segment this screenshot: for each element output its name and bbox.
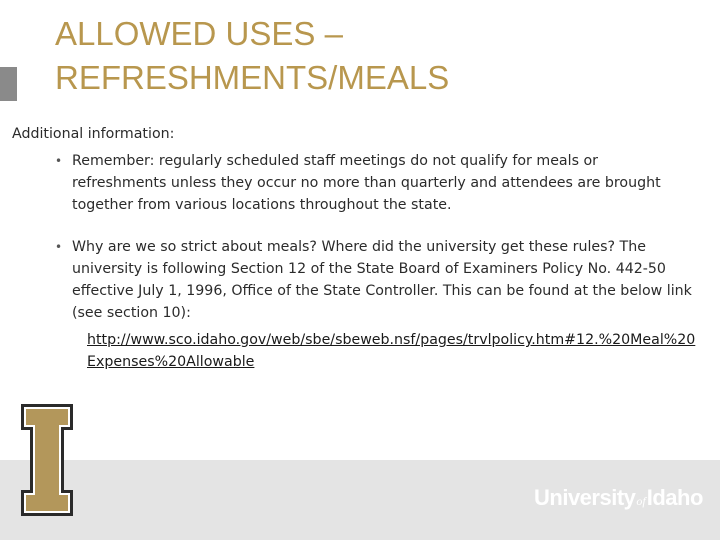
bullet-item	[12, 236, 702, 324]
bullet-marker: •	[55, 154, 63, 168]
bullet-item	[12, 150, 702, 216]
slide-title	[55, 12, 695, 100]
slide-title-line2: REFRESHMENTS/MEALS	[55, 59, 450, 96]
slide-title-line1: ALLOWED USES –	[55, 15, 343, 52]
bullet-marker: •	[55, 240, 63, 254]
bullet-text: Remember: regularly scheduled staff meetings do not qualify for meals or refreshments unless they occur no more than quarterly and attendees are brought together from various locations throughout the state.	[72, 153, 661, 213]
university-of-idaho-wordmark: University of Idaho	[534, 485, 703, 510]
policy-link[interactable]: http://www.sco.idaho.gov/web/sbe/sbeweb.nsf/pages/trvlpolicy.htm#12.%20Meal%20Expenses%20Allowable	[87, 332, 696, 370]
idaho-i-logo	[20, 403, 74, 517]
intro-text: Additional information:	[12, 126, 175, 142]
slide-body	[12, 123, 702, 373]
title-accent-bar	[0, 67, 17, 101]
bullet-text: Why are we so strict about meals? Where did the university get these rules? The university is following Section 12 of the State Board of Examiners Policy No. 442-50 effective July 1, 1996, Office of the State Controller. This can be found at the below link (see section 10):	[72, 239, 692, 321]
bullet-list	[12, 150, 702, 324]
